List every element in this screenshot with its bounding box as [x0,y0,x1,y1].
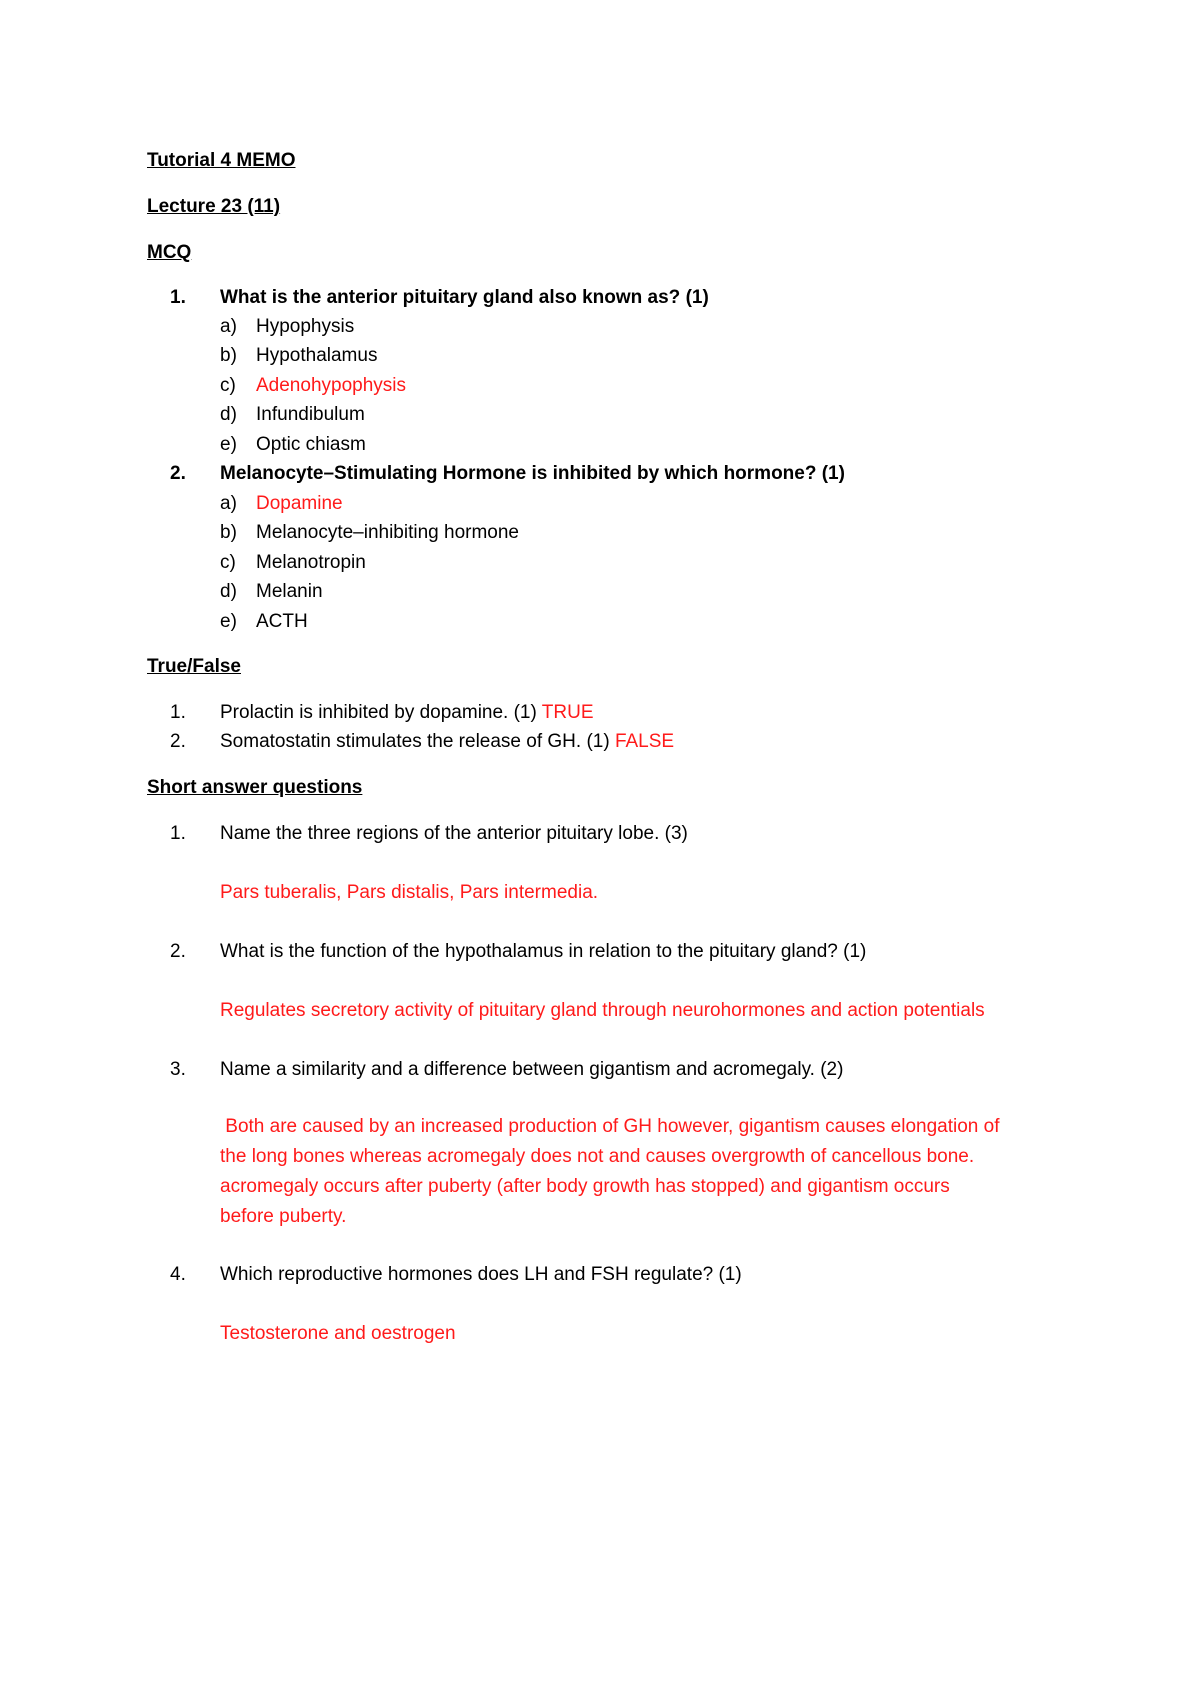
option-letter: d) [220,581,237,602]
correct-option-text: Adenohypophysis [256,375,406,396]
correct-option-text: Dopamine [256,493,343,514]
question-text: What is the function of the hypothalamus in relation to the pituitary gland? (1) [220,941,867,962]
answer-line: acromegaly occurs after puberty (after body growth has stopped) and gigantism occurs [220,1176,950,1197]
option-text: Melanotropin [256,552,366,573]
option-text: Optic chiasm [256,434,366,455]
answer-block [220,1112,1080,1232]
option-text: ACTH [256,611,308,632]
option-letter: e) [220,611,237,632]
question-text: Name a similarity and a difference between gigantism and acromegaly. (2) [220,1059,844,1080]
item-number: 3. [170,1059,186,1080]
item-number: 2. [170,941,186,962]
option-letter: a) [220,316,237,337]
answer-text: Regulates secretory activity of pituitary gland through neurohormones and action potentials [220,1000,985,1021]
answer-text: Testosterone and oestrogen [220,1323,456,1344]
option-letter: e) [220,434,237,455]
statement-line [220,703,594,722]
short-answer-heading: Short answer questions [147,777,363,798]
item-number: 1. [170,823,186,844]
statement-text: Somatostatin stimulates the release of GH. (1) [220,731,610,752]
mcq-heading: MCQ [147,242,192,263]
statement-text: Prolactin is inhibited by dopamine. (1) [220,702,537,723]
option-letter: a) [220,493,237,514]
answer-text: Pars tuberalis, Pars distalis, Pars intermedia. [220,882,599,903]
tf-answer: FALSE [614,731,675,752]
option-letter: b) [220,345,237,366]
option-letter: c) [220,375,236,396]
answer-line: Both are caused by an increased production of GH however, gigantism causes elongation of [220,1116,1000,1137]
option-text: Melanocyte–inhibiting hormone [256,522,519,543]
true-false-heading: True/False [147,656,241,677]
option-text: Melanin [256,581,323,602]
question-number: 2. [170,463,186,484]
option-letter: b) [220,522,237,543]
statement-line [220,732,674,751]
option-text: Infundibulum [256,404,365,425]
item-number: 2. [170,731,186,752]
option-text: Hypophysis [256,316,355,337]
question-text: Melanocyte–Stimulating Hormone is inhibited by which hormone? (1) [220,463,845,484]
option-letter: d) [220,404,237,425]
document-title: Tutorial 4 MEMO [147,150,296,171]
answer-line: the long bones whereas acromegaly does not and causes overgrowth of cancellous bone. [220,1146,975,1167]
option-letter: c) [220,552,236,573]
option-text: Hypothalamus [256,345,378,366]
tf-answer: TRUE [541,702,594,723]
lecture-heading: Lecture 23 (11) [147,196,281,217]
question-text: What is the anterior pituitary gland also known as? (1) [220,287,709,308]
answer-line: before puberty. [220,1206,347,1227]
item-number: 4. [170,1264,186,1285]
question-text: Name the three regions of the anterior pituitary lobe. (3) [220,823,688,844]
question-number: 1. [170,287,186,308]
question-text: Which reproductive hormones does LH and FSH regulate? (1) [220,1264,742,1285]
item-number: 1. [170,702,186,723]
